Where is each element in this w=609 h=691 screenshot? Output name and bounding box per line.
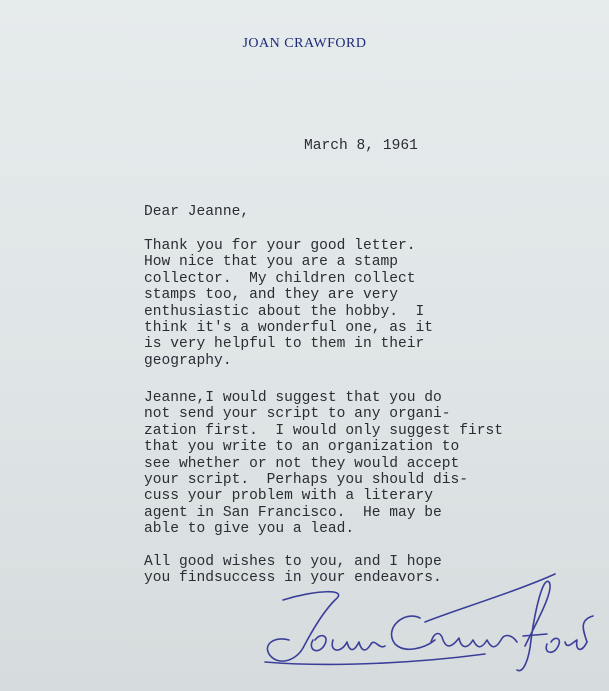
closing-paragraph: All good wishes to you, and I hope you findsuccess in your endeavors. bbox=[144, 554, 442, 587]
body-paragraph-1: Thank you for your good letter. How nice that you are a stamp collector. My children collect stamps too, and they are very enthusiastic about the hobby. I think it's a wonderful one, as it is very helpful to them in their geography. bbox=[144, 238, 434, 369]
letter-date: March 8, 1961 bbox=[304, 138, 418, 154]
body-paragraph-2: Jeanne,I would suggest that you do not send your script to any organi- zation first. I would only suggest first that you write to an organization to see whether or not they would accept your script. Perhaps you should dis- cuss your problem with a literary agent in San Francisco. He may be able to give you a lead. bbox=[144, 390, 504, 538]
handwritten-signature bbox=[255, 570, 600, 685]
salutation: Dear Jeanne, bbox=[144, 204, 250, 220]
letterhead: JOAN CRAWFORD bbox=[242, 36, 367, 51]
